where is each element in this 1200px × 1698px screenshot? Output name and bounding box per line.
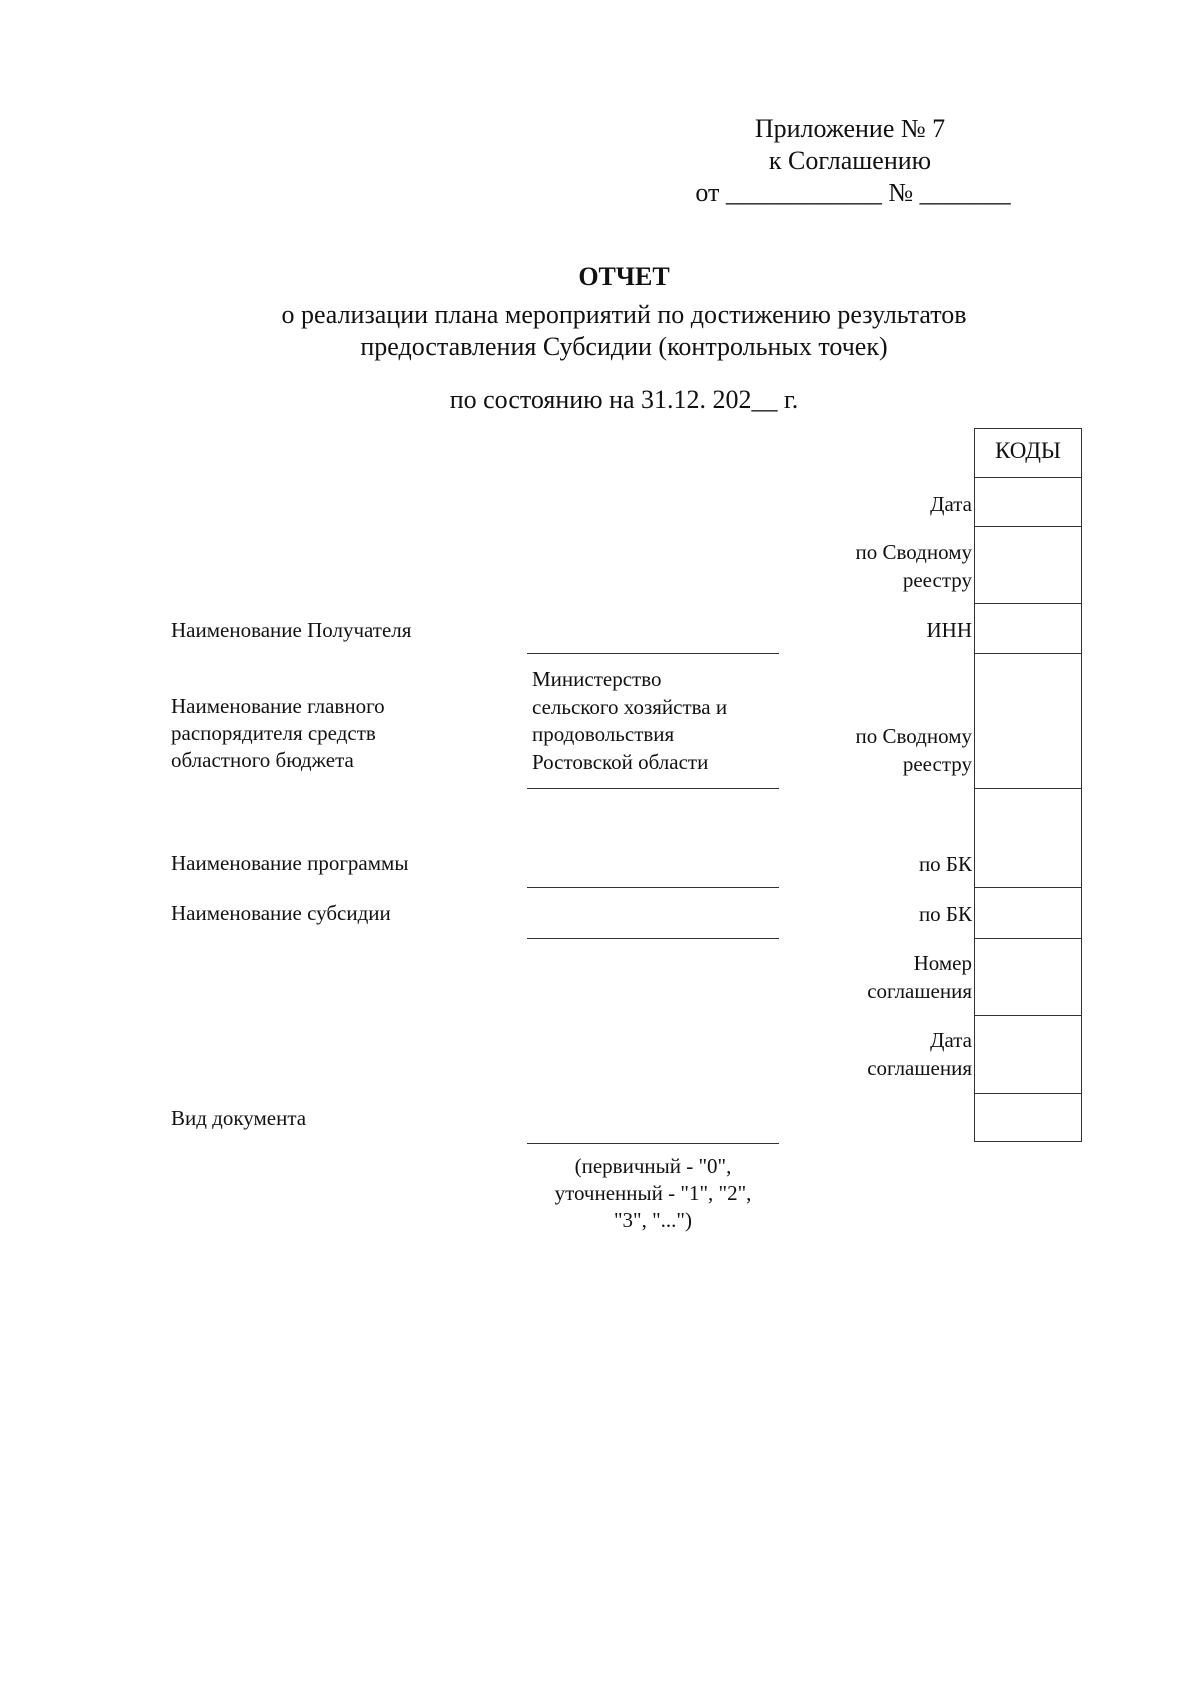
field-label-doc-type: Вид документа [171, 1106, 307, 1130]
field-value-gov-line4: Ростовской области [532, 749, 709, 774]
report-subtitle-line2: предоставления Субсидии (контрольных точек) [360, 332, 888, 361]
codes-row-divider [974, 526, 1082, 527]
report-subtitle-line1: о реализации плана мероприятий по достижению результатов [281, 300, 967, 329]
report-title: ОТЧЕТ [578, 262, 670, 291]
codes-row-divider [974, 938, 1082, 939]
code-label-bk-program: по БК [918, 852, 972, 876]
code-label-registry-line2: реестру [902, 568, 972, 592]
codes-row-divider [974, 887, 1082, 888]
code-label-agreement-number-line2: соглашения [867, 979, 972, 1003]
field-underline-subsidy [527, 938, 779, 939]
codes-row-divider [974, 477, 1082, 478]
appendix-date-number-line: от ____________ № _______ [695, 178, 1011, 207]
doc-type-note-line2: уточненный - "1", "2", [554, 1181, 752, 1205]
field-label-recipient: Наименование Получателя [171, 618, 412, 642]
codes-row-divider [974, 788, 1082, 789]
field-underline-recipient [527, 653, 779, 654]
appendix-block [640, 113, 1060, 209]
field-underline-program [527, 887, 779, 888]
field-label-gov-line3: областного бюджета [171, 748, 354, 772]
code-label-bk-subsidy: по БК [918, 902, 972, 926]
code-label-registry-gov-line2: реестру [902, 752, 972, 776]
field-label-program: Наименование программы [171, 851, 409, 875]
codes-row-divider [974, 1093, 1082, 1094]
field-value-gov-line2: сельского хозяйства и [532, 694, 728, 719]
doc-type-note-line3: "3", "...") [613, 1208, 693, 1232]
codes-row-divider [974, 1015, 1082, 1016]
code-label-date: Дата [930, 492, 972, 516]
code-label-agreement-number-line1: Номер [913, 951, 972, 975]
field-underline-gov-distributor [527, 788, 779, 789]
codes-row-divider [974, 653, 1082, 654]
report-subtitle [0, 299, 1200, 363]
field-value-gov-line1: Министерство [532, 667, 662, 691]
field-label-subsidy: Наименование субсидии [171, 901, 391, 925]
code-label-registry [780, 538, 972, 594]
code-label-agreement-number [780, 949, 972, 1005]
report-as-of-date: по состоянию на 31.12. 202__ г. [449, 385, 799, 414]
field-value-gov-distributor [532, 666, 727, 776]
code-label-inn: ИНН [926, 618, 972, 642]
code-label-agreement-date-line2: соглашения [867, 1056, 972, 1080]
doc-type-note [527, 1153, 779, 1234]
code-label-agreement-date-line1: Дата [930, 1028, 972, 1052]
code-label-registry-gov-line1: по Сводному [855, 724, 972, 748]
code-label-agreement-date [780, 1026, 972, 1082]
codes-header: КОДЫ [995, 438, 1061, 463]
appendix-number: Приложение № 7 [754, 114, 946, 143]
doc-type-note-line1: (первичный - "0", [574, 1154, 732, 1178]
appendix-agreement-ref: к Соглашению [768, 146, 932, 175]
field-label-gov-distributor [171, 693, 385, 774]
field-underline-doc-type [527, 1143, 779, 1144]
code-label-registry-gov [780, 722, 972, 778]
code-label-registry-line1: по Сводному [855, 540, 972, 564]
codes-row-divider [974, 603, 1082, 604]
field-value-gov-line3: продовольствия [532, 722, 675, 746]
field-label-gov-line2: распорядителя средств [171, 721, 376, 745]
codes-table [974, 428, 1082, 1142]
field-label-gov-line1: Наименование главного [171, 694, 385, 718]
